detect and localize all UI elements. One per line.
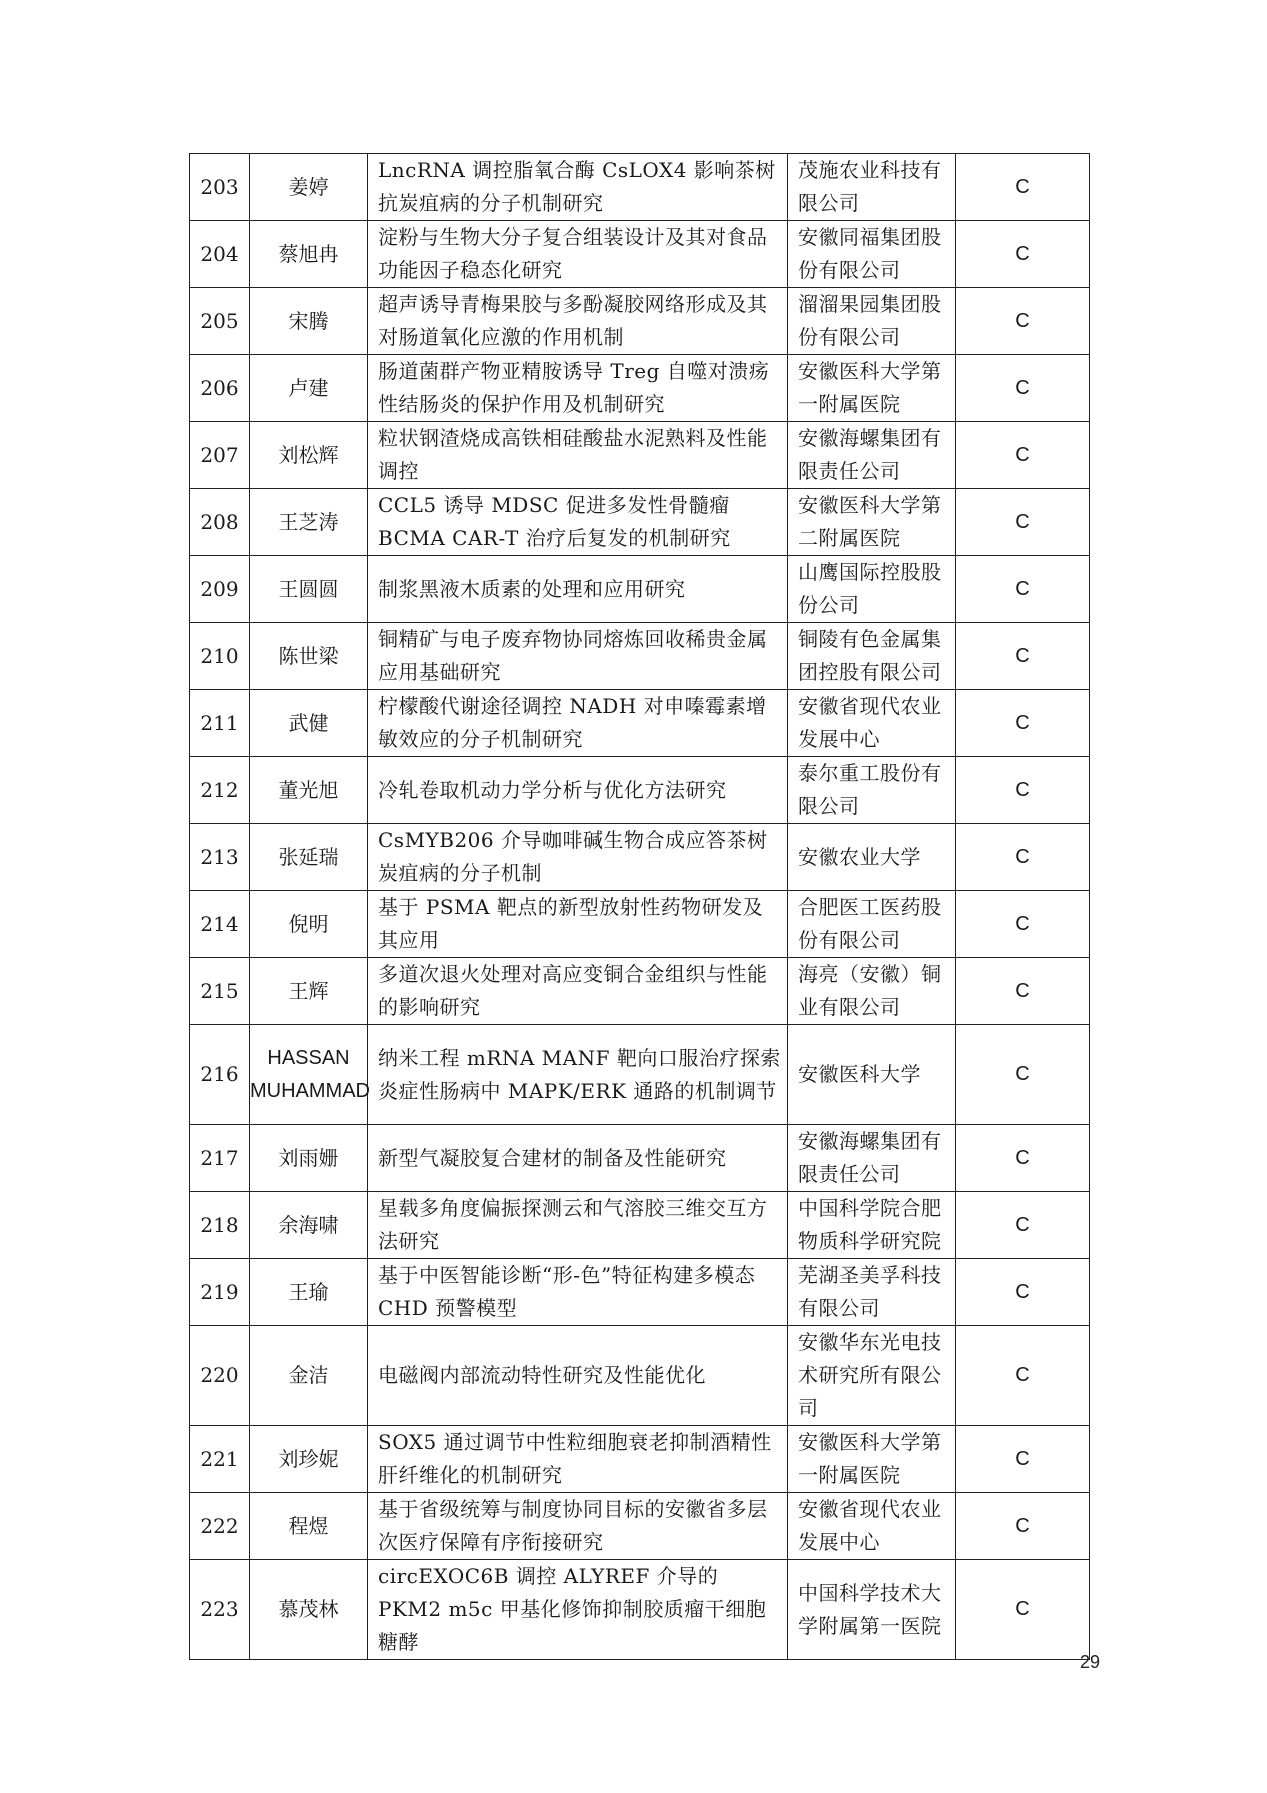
applicant-name-cell: 慕茂林 xyxy=(250,1560,368,1660)
applicant-name-cell: HASSAN MUHAMMAD xyxy=(250,1025,368,1125)
row-number-cell: 217 xyxy=(190,1125,250,1192)
applicant-name-cell: 宋腾 xyxy=(250,288,368,355)
table-row xyxy=(190,1025,1090,1125)
applicant-name-cell: 刘松辉 xyxy=(250,422,368,489)
applicant-name-cell: 余海啸 xyxy=(250,1192,368,1259)
row-number-cell: 220 xyxy=(190,1326,250,1426)
organization-cell: 铜陵有色金属集团控股有限公司 xyxy=(788,623,956,690)
row-number-cell: 210 xyxy=(190,623,250,690)
organization-cell: 芜湖圣美孚科技有限公司 xyxy=(788,1259,956,1326)
organization-cell: 溜溜果园集团股份有限公司 xyxy=(788,288,956,355)
grade-cell: C xyxy=(956,489,1090,556)
table-row xyxy=(190,958,1090,1025)
row-number-cell: 223 xyxy=(190,1560,250,1660)
row-number-cell: 211 xyxy=(190,690,250,757)
grade-cell: C xyxy=(956,1326,1090,1426)
organization-cell: 安徽同福集团股份有限公司 xyxy=(788,221,956,288)
project-table xyxy=(189,153,1090,1660)
grade-cell: C xyxy=(956,958,1090,1025)
grade-cell: C xyxy=(956,1125,1090,1192)
grade-cell: C xyxy=(956,1259,1090,1326)
row-number-cell: 208 xyxy=(190,489,250,556)
grade-cell: C xyxy=(956,757,1090,824)
grade-cell: C xyxy=(956,288,1090,355)
applicant-name-cell: 王瑜 xyxy=(250,1259,368,1326)
grade-cell: C xyxy=(956,824,1090,891)
project-title-cell: 基于 PSMA 靶点的新型放射性药物研发及其应用 xyxy=(368,891,788,958)
table-row xyxy=(190,355,1090,422)
project-title-cell: 铜精矿与电子废弃物协同熔炼回收稀贵金属应用基础研究 xyxy=(368,623,788,690)
project-title-cell: 纳米工程 mRNA MANF 靶向口服治疗探索炎症性肠病中 MAPK/ERK 通路的机制调节 xyxy=(368,1025,788,1125)
row-number-cell: 204 xyxy=(190,221,250,288)
grade-cell: C xyxy=(956,1426,1090,1493)
project-title-cell: 电磁阀内部流动特性研究及性能优化 xyxy=(368,1326,788,1426)
project-title-cell: 淀粉与生物大分子复合组装设计及其对食品功能因子稳态化研究 xyxy=(368,221,788,288)
table-row xyxy=(190,824,1090,891)
organization-cell: 海亮（安徽）铜业有限公司 xyxy=(788,958,956,1025)
row-number-cell: 213 xyxy=(190,824,250,891)
organization-cell: 泰尔重工股份有限公司 xyxy=(788,757,956,824)
table-row xyxy=(190,757,1090,824)
applicant-name-cell: 蔡旭冉 xyxy=(250,221,368,288)
applicant-name-cell: 董光旭 xyxy=(250,757,368,824)
table-row xyxy=(190,690,1090,757)
applicant-name-cell: 王芝涛 xyxy=(250,489,368,556)
applicant-name-cell: 张延瑞 xyxy=(250,824,368,891)
table-row xyxy=(190,1125,1090,1192)
grade-cell: C xyxy=(956,1025,1090,1125)
organization-cell: 安徽医科大学 xyxy=(788,1025,956,1125)
row-number-cell: 219 xyxy=(190,1259,250,1326)
row-number-cell: 216 xyxy=(190,1025,250,1125)
grade-cell: C xyxy=(956,623,1090,690)
project-title-cell: 新型气凝胶复合建材的制备及性能研究 xyxy=(368,1125,788,1192)
grade-cell: C xyxy=(956,1192,1090,1259)
row-number-cell: 205 xyxy=(190,288,250,355)
project-title-cell: LncRNA 调控脂氧合酶 CsLOX4 影响茶树抗炭疽病的分子机制研究 xyxy=(368,154,788,221)
project-title-cell: 多道次退火处理对高应变铜合金组织与性能的影响研究 xyxy=(368,958,788,1025)
table-row xyxy=(190,154,1090,221)
page-number: 29 xyxy=(1079,1652,1100,1672)
grade-cell: C xyxy=(956,1493,1090,1560)
organization-cell: 合肥医工医药股份有限公司 xyxy=(788,891,956,958)
table-row xyxy=(190,489,1090,556)
project-title-cell: 基于省级统筹与制度协同目标的安徽省多层次医疗保障有序衔接研究 xyxy=(368,1493,788,1560)
project-title-cell: CCL5 诱导 MDSC 促进多发性骨髓瘤 BCMA CAR-T 治疗后复发的机制研究 xyxy=(368,489,788,556)
organization-cell: 安徽医科大学第一附属医院 xyxy=(788,1426,956,1493)
grade-cell: C xyxy=(956,1560,1090,1660)
organization-cell: 中国科学技术大学附属第一医院 xyxy=(788,1560,956,1660)
table-row xyxy=(190,1426,1090,1493)
organization-cell: 安徽省现代农业发展中心 xyxy=(788,1493,956,1560)
table-row xyxy=(190,891,1090,958)
grade-cell: C xyxy=(956,355,1090,422)
row-number-cell: 209 xyxy=(190,556,250,623)
grade-cell: C xyxy=(956,556,1090,623)
applicant-name-cell: 陈世梁 xyxy=(250,623,368,690)
organization-cell: 安徽医科大学第一附属医院 xyxy=(788,355,956,422)
applicant-name-cell: 倪明 xyxy=(250,891,368,958)
row-number-cell: 207 xyxy=(190,422,250,489)
project-title-cell: 冷轧卷取机动力学分析与优化方法研究 xyxy=(368,757,788,824)
grade-cell: C xyxy=(956,221,1090,288)
table-row xyxy=(190,1192,1090,1259)
applicant-name-cell: 王辉 xyxy=(250,958,368,1025)
grade-cell: C xyxy=(956,891,1090,958)
row-number-cell: 215 xyxy=(190,958,250,1025)
organization-cell: 安徽医科大学第二附属医院 xyxy=(788,489,956,556)
row-number-cell: 218 xyxy=(190,1192,250,1259)
organization-cell: 中国科学院合肥物质科学研究院 xyxy=(788,1192,956,1259)
organization-cell: 茂施农业科技有限公司 xyxy=(788,154,956,221)
project-title-cell: 制浆黑液木质素的处理和应用研究 xyxy=(368,556,788,623)
grade-cell: C xyxy=(956,422,1090,489)
project-title-cell: 超声诱导青梅果胶与多酚凝胶网络形成及其对肠道氧化应激的作用机制 xyxy=(368,288,788,355)
project-title-cell: SOX5 通过调节中性粒细胞衰老抑制酒精性肝纤维化的机制研究 xyxy=(368,1426,788,1493)
row-number-cell: 221 xyxy=(190,1426,250,1493)
applicant-name-cell: 刘雨姗 xyxy=(250,1125,368,1192)
table-row xyxy=(190,1560,1090,1660)
row-number-cell: 203 xyxy=(190,154,250,221)
applicant-name-cell: 刘珍妮 xyxy=(250,1426,368,1493)
grade-cell: C xyxy=(956,154,1090,221)
organization-cell: 安徽海螺集团有限责任公司 xyxy=(788,1125,956,1192)
project-title-cell: 基于中医智能诊断“形-色”特征构建多模态 CHD 预警模型 xyxy=(368,1259,788,1326)
organization-cell: 安徽农业大学 xyxy=(788,824,956,891)
table-row xyxy=(190,556,1090,623)
table-row xyxy=(190,221,1090,288)
grade-cell: C xyxy=(956,690,1090,757)
project-table-body xyxy=(190,154,1090,1660)
applicant-name-cell: 金洁 xyxy=(250,1326,368,1426)
row-number-cell: 214 xyxy=(190,891,250,958)
row-number-cell: 222 xyxy=(190,1493,250,1560)
applicant-name-cell: 卢建 xyxy=(250,355,368,422)
organization-cell: 安徽海螺集团有限责任公司 xyxy=(788,422,956,489)
organization-cell: 山鹰国际控股股份公司 xyxy=(788,556,956,623)
table-row xyxy=(190,1326,1090,1426)
applicant-name-cell: 王圆圆 xyxy=(250,556,368,623)
row-number-cell: 206 xyxy=(190,355,250,422)
project-title-cell: 柠檬酸代谢途径调控 NADH 对申嗪霉素增敏效应的分子机制研究 xyxy=(368,690,788,757)
project-title-cell: 肠道菌群产物亚精胺诱导 Treg 自噬对溃疡性结肠炎的保护作用及机制研究 xyxy=(368,355,788,422)
organization-cell: 安徽省现代农业发展中心 xyxy=(788,690,956,757)
organization-cell: 安徽华东光电技术研究所有限公司 xyxy=(788,1326,956,1426)
applicant-name-cell: 武健 xyxy=(250,690,368,757)
row-number-cell: 212 xyxy=(190,757,250,824)
table-row xyxy=(190,288,1090,355)
applicant-name-cell: 程煜 xyxy=(250,1493,368,1560)
applicant-name-cell: 姜婷 xyxy=(250,154,368,221)
project-title-cell: 粒状钢渣烧成高铁相硅酸盐水泥熟料及性能调控 xyxy=(368,422,788,489)
project-title-cell: 星载多角度偏振探测云和气溶胶三维交互方法研究 xyxy=(368,1192,788,1259)
table-row xyxy=(190,1259,1090,1326)
project-title-cell: CsMYB206 介导咖啡碱生物合成应答茶树炭疽病的分子机制 xyxy=(368,824,788,891)
table-row xyxy=(190,623,1090,690)
table-row xyxy=(190,1493,1090,1560)
table-row xyxy=(190,422,1090,489)
project-title-cell: circEXOC6B 调控 ALYREF 介导的 PKM2 m5c 甲基化修饰抑制胶质瘤干细胞糖酵 xyxy=(368,1560,788,1660)
